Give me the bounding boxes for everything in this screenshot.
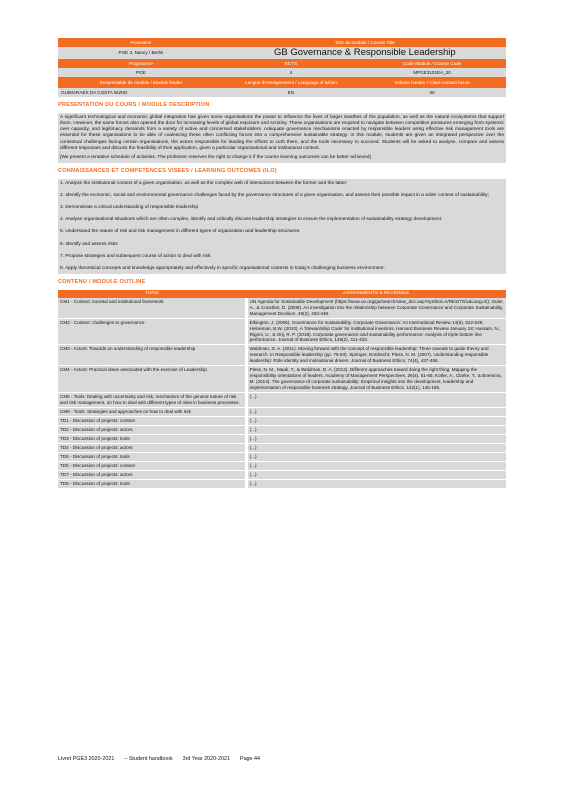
learning-outcome: 2. Identify the economic, social and environmental governance challenges faced by the governance structures of a given organisation, and assess their possible impact in a wider context of sustainability; xyxy=(60,192,490,198)
learning-outcome: 7. Propose strategies and subsequent course of action to deal with risk xyxy=(60,253,211,259)
topic-column-header: TOPIC xyxy=(58,290,246,298)
table-row xyxy=(58,345,506,366)
table-row xyxy=(58,366,506,393)
reading-cell: UN Agenda for Sustainable Development (https://www.un.org/ga/search/view_doc.asp?symbol=A/RES/70/1&Lang=E); Guler, A., & Crowther, D. (2008). An investigation into the relationship between Corporate Governance and Corporate Sustainability. Management Decision, 46(3), 433-448. xyxy=(246,298,506,318)
module-outline-heading: CONTENU / MODULE OUTLINE xyxy=(58,279,146,286)
table-row xyxy=(58,453,506,462)
topic-cell: CM6 - Tools: Strategies and approaches on how to deal with risk xyxy=(58,408,246,417)
footer-handbook: – Student handbook xyxy=(124,756,173,762)
footer-document: Livret PGE3 2020-2021 xyxy=(58,756,115,762)
course-sheet xyxy=(58,38,506,489)
description-paragraph: A significant technological and economic global integration has given some organisations the power to influence the lives of larger swathes of the population, as well as the natural ecosystems that support them. However, the same forces also opened the door for increasing levels of global exposure and scrutiny. These organisations are required to navigate between competitive pressures emerging from systemic over capacity, and legitimacy demands from a variety of active and concerned stakeholders. Adequate governance mechanisms enacted by responsible leaders using effective risk management tools are essential for these organisations to be able of coalescing these often conflicting forces into a comprehensive sustainable strategy. In this module, students are given an integrated perspective over the contextual challenges facing certain organisations, the actors responsible for leading the efforts to curb them, and the tools necessary to succeed. Students will be asked to analyse, compare and assess different responses and discuss the feasibility of their application, given a particular organisational and institutional context. xyxy=(60,114,504,151)
topic-cell: TD1 - Discussion of projects: context xyxy=(58,417,246,426)
reading-cell: (...) xyxy=(246,461,506,470)
topic-cell: TD5 - Discussion of projects: tools xyxy=(58,453,246,462)
learning-outcome: 6. Identify and assess risks xyxy=(60,241,118,247)
learning-outcome: 8. Apply theoretical concepts and knowledge appropriately and effectively in specific organisational contexts in today's challenging business environment. xyxy=(60,266,385,272)
module-description xyxy=(58,113,506,164)
learning-outcomes-list xyxy=(58,179,506,275)
course-code-value: MPGE3101EA_20 xyxy=(358,68,506,77)
promotion-value: PGE 3, Nancy / Berlin xyxy=(58,47,224,59)
ects-value: 4 xyxy=(224,68,358,77)
topic-cell: CM3 - Actors: Towards an understanding of responsible leadership xyxy=(58,345,246,366)
module-leader-label: Responsable de module / Module leader xyxy=(58,77,224,88)
module-leader-value: GUIMARAES DA COSTA NUNO xyxy=(58,88,224,97)
promotion-label: Promotion xyxy=(58,38,224,47)
table-row xyxy=(58,318,506,345)
topic-cell: TD8 - Discussion of projects: tools xyxy=(58,479,246,488)
table-row xyxy=(58,444,506,453)
ects-label: ECTS xyxy=(224,59,358,68)
footer-page-number: Page 44 xyxy=(239,756,261,762)
reading-cell: (...) xyxy=(246,470,506,479)
assignments-column-header: ASSIGNMENTS & READINGS xyxy=(246,290,506,298)
topic-cell: TD2 - Discussion of projects: actors xyxy=(58,426,246,435)
reading-cell: Pless, N. M., Maak, T., & Waldman, D. A. (2012). Different approaches toward doing the right thing: Mapping the responsibility orientations of leaders. Academy of Management Perspectives, 26(4), 51-65; Kotler, A., Clarke, T., & Boersma, M. (2014). The governance of corporate sustainability: Empirical insights into the development, leadership and implementation of responsible business strategy. Journal of Business Ethics, 122(1), 145-165. xyxy=(246,366,506,393)
course-code-label: Code Module / Course Code xyxy=(358,59,506,68)
table-row xyxy=(58,426,506,435)
reading-cell: (...) xyxy=(246,435,506,444)
programme-value: PGE xyxy=(58,68,224,77)
reading-cell: (...) xyxy=(246,408,506,417)
reading-cell: Elkington, J. (2006). Governance for sustainability. Corporate Governance: An International Review 14(6), 522-529; Heineman, B.W. (2010). A 'Stewardship Code' for institutional investors. Harvard Business Review January 18; Hussain, N., Rigoni, U., & Orij, R. P. (2018). Corporate governance and sustainability performance: Analysis of triple bottom line performance. Journal of Business Ethics, 149(2), 411-432. xyxy=(246,318,506,345)
topic-cell: CM4 - Actors: Practical ideas associated with the exercise of Leadership xyxy=(58,366,246,393)
topic-cell: TD6 - Discussion of projects: context xyxy=(58,461,246,470)
table-row xyxy=(58,470,506,479)
table-row xyxy=(58,298,506,318)
module-title-label: Titre du module / Course Title xyxy=(224,38,506,47)
reading-cell: (...) xyxy=(246,453,506,462)
presentation-heading: PRESENTATION DU COURS / MODULE DESCRIPTION xyxy=(58,102,210,109)
language-label: Langue d'enseignement / Language of tuition xyxy=(224,77,358,88)
learning-outcome: 5. Understand the nature of risk and risk management in different types of organization and leadership structures. xyxy=(60,229,301,235)
reading-cell: (...) xyxy=(246,393,506,408)
reading-cell: (...) xyxy=(246,426,506,435)
page-footer xyxy=(58,756,418,763)
table-row xyxy=(58,479,506,488)
contact-hours-value: 30 xyxy=(358,88,506,97)
table-row xyxy=(58,461,506,470)
schedule-note: [We present a tentative schedule of activities. The professor reserves the right to change it if the course learning outcomes can be better achieved] xyxy=(60,155,371,161)
module-title-value: GB Governance & Responsible Leadership xyxy=(224,47,506,59)
course-header-table xyxy=(58,38,506,97)
footer-year: 3rd Year 2020-2021 xyxy=(182,756,230,762)
topic-cell: TD3 - Discussion of projects: tools xyxy=(58,435,246,444)
module-outline-table xyxy=(58,290,506,489)
reading-cell: (...) xyxy=(246,479,506,488)
topic-cell: CM5 - Tools: Dealing with uncertainty and risk, mechanism of the general nature of risk and risk management, on how to deal with different types of risks in business processes. xyxy=(58,393,246,408)
language-value: EN xyxy=(224,88,358,97)
learning-outcomes-heading: CONNAISSANCES ET COMPETENCES VISEES / LEARNING OUTCOMES (ILO) xyxy=(58,168,277,175)
learning-outcome: 4. Analyse organisational situations which are often complex, identify and critically discuss leadership strategies to ensure the implementation of sustainability strategy development. xyxy=(60,217,443,223)
learning-outcome: 1. Analyse the institutional context of a given organisation, as well as the complex web of interactions between the former and the latter; xyxy=(60,180,348,186)
topic-cell: CM2 - Context: challenges to governance xyxy=(58,318,246,345)
table-row xyxy=(58,393,506,408)
topic-cell: TD7 - Discussion of projects: actors xyxy=(58,470,246,479)
reading-cell: (...) xyxy=(246,444,506,453)
reading-cell: Waldman, D. A. (2011). Moving forward with the concept of responsible leadership: Three caveats to guide theory and research. In Responsible leadership (pp. 75-83). Springer, Dordrecht; Pless, N. M. (2007). Understanding responsible leadership: Role identity and motivational drivers. Journal of Business Ethics, 74(4), 437-456. xyxy=(246,345,506,366)
topic-cell: CM1 - Context: societal and institutional framework xyxy=(58,298,246,318)
topic-cell: TD4 - Discussion of projects: actors xyxy=(58,444,246,453)
contact-hours-label: Volume horaire / Class contact hours xyxy=(358,77,506,88)
table-row xyxy=(58,435,506,444)
table-row xyxy=(58,408,506,417)
learning-outcome: 3. Demonstrate a critical understanding of responsible leadership xyxy=(60,204,199,210)
reading-cell: (...) xyxy=(246,417,506,426)
table-row xyxy=(58,417,506,426)
programme-label: Programme xyxy=(58,59,224,68)
